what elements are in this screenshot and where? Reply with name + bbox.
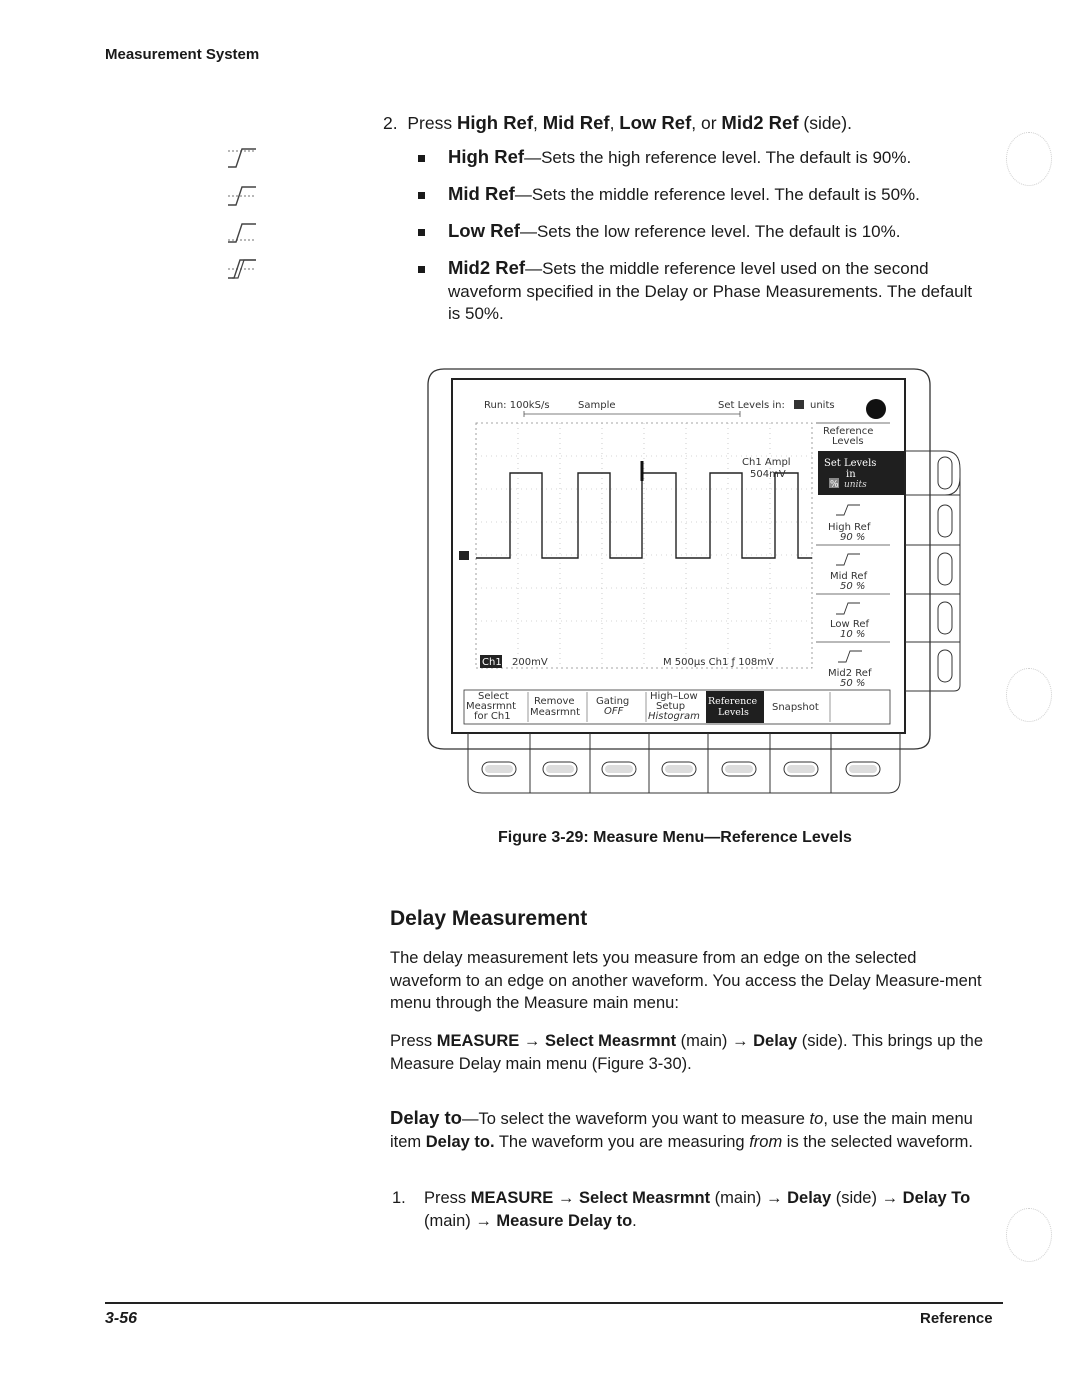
svg-text:Measrmnt: Measrmnt <box>466 701 517 712</box>
svg-text:Levels: Levels <box>718 707 749 718</box>
running-header: Measurement System <box>105 46 260 63</box>
svg-text:Gating: Gating <box>596 696 630 707</box>
high-low-setup-button[interactable] <box>648 691 700 722</box>
bullet-marker <box>418 266 425 273</box>
high-ref-button[interactable] <box>828 505 871 543</box>
set-levels-button[interactable] <box>818 451 904 495</box>
run-readout: Run: 100kS/s <box>484 400 550 411</box>
svg-text:50 %: 50 % <box>840 678 866 689</box>
svg-text:in: in <box>846 469 856 480</box>
step-1: Press MEASURE → Select Measrmnt (main) → Delay (side) → Delay To (main) → Measure Delay to. <box>424 1189 971 1230</box>
bullet-high-ref: High Ref—Sets the high reference level. The default is 90%. <box>448 146 912 167</box>
svg-text:10 %: 10 % <box>840 629 866 640</box>
svg-text:Mid Ref: Mid Ref <box>830 571 868 582</box>
snapshot-button[interactable] <box>772 702 819 713</box>
side-menu-title: Reference <box>823 426 874 437</box>
mid2-ref-icon <box>222 256 262 282</box>
svg-text:OFF: OFF <box>604 706 624 717</box>
measurement-value: 504mV <box>750 469 786 480</box>
mid-ref-button[interactable] <box>830 554 868 592</box>
ch1-badge: Ch1 <box>482 657 502 668</box>
svg-text:Remove: Remove <box>534 696 575 707</box>
svg-text:Low Ref: Low Ref <box>830 619 870 630</box>
hole-punch-mark <box>1006 1208 1052 1262</box>
hole-punch-mark <box>1006 132 1052 186</box>
step-1-number: 1. <box>392 1189 406 1207</box>
svg-text:Setup: Setup <box>656 701 686 712</box>
bullet-marker <box>418 192 425 199</box>
reference-levels-button[interactable] <box>706 691 764 723</box>
bullet-low-ref: Low Ref—Sets the low reference level. The default is 10%. <box>448 220 901 241</box>
mid2-ref-button[interactable] <box>828 651 872 689</box>
delay-to-paragraph: Delay to—To select the waveform you want to measure to, use the main menu item Delay to. The waveform you are measuring from is the selected waveform. <box>390 1107 973 1151</box>
figure-caption: Figure 3-29: Measure Menu—Reference Levels <box>498 829 852 846</box>
page-number: 3-56 <box>105 1310 138 1327</box>
svg-text:for Ch1: for Ch1 <box>474 711 511 722</box>
gating-button[interactable] <box>596 696 629 717</box>
press-measure-paragraph: Press MEASURE → Select Measrmnt (main) → Delay (side). This brings up the Measure Delay main menu (Figure 3-30). <box>390 1032 984 1073</box>
select-measrmnt-button[interactable] <box>466 691 516 722</box>
bullet-mid2-ref: Mid2 Ref—Sets the middle reference level used on the second waveform specified in the Delay or Phase Measurements. The default is 50%. <box>448 257 973 323</box>
svg-text:High–Low: High–Low <box>650 691 698 702</box>
bullet-marker <box>418 155 425 162</box>
section-heading: Delay Measurement <box>390 907 588 930</box>
low-ref-icon <box>222 220 262 246</box>
svg-text:Select: Select <box>478 691 509 702</box>
ch1-scale: 200mV <box>512 657 548 668</box>
mid-ref-icon <box>222 183 262 209</box>
svg-text:%: % <box>830 480 839 490</box>
svg-text:units: units <box>844 480 867 490</box>
set-levels-readout: Set Levels in: <box>718 400 785 411</box>
step-2: 2. Press High Ref, Mid Ref, Low Ref, or Mid2 Ref (side). <box>383 112 852 133</box>
oscilloscope-figure <box>420 365 970 800</box>
low-ref-button[interactable] <box>830 603 870 640</box>
acq-mode: Sample <box>578 400 616 411</box>
footer-section: Reference <box>920 1310 993 1327</box>
svg-text:Mid2 Ref: Mid2 Ref <box>828 668 872 679</box>
intro-paragraph: The delay measurement lets you measure from an edge on the selected waveform to an edge on another waveform. You access the Delay Measure-ment menu through the Measure main menu: <box>390 949 982 1012</box>
remove-measrmnt-button[interactable] <box>530 696 580 718</box>
units-readout: units <box>810 400 835 411</box>
footer-rule <box>105 1302 1003 1304</box>
side-menu-title-2: Levels <box>832 436 864 447</box>
svg-text:Reference: Reference <box>708 696 758 707</box>
svg-text:Snapshot: Snapshot <box>772 702 819 713</box>
hole-punch-mark <box>1006 668 1052 722</box>
bullet-marker <box>418 229 425 236</box>
svg-text:Histogram: Histogram <box>648 711 700 722</box>
high-ref-icon <box>222 145 262 171</box>
bullet-mid-ref: Mid Ref—Sets the middle reference level. The default is 50%. <box>448 183 920 204</box>
svg-text:50 %: 50 % <box>840 581 866 592</box>
measurement-label: Ch1 Ampl <box>742 457 791 468</box>
svg-text:Set Levels: Set Levels <box>824 458 877 469</box>
timebase-readout: M 500µs Ch1 ƒ 108mV <box>663 657 774 668</box>
svg-text:High Ref: High Ref <box>828 522 871 533</box>
svg-text:90 %: 90 % <box>840 532 866 543</box>
svg-text:Measrmnt: Measrmnt <box>530 707 581 718</box>
